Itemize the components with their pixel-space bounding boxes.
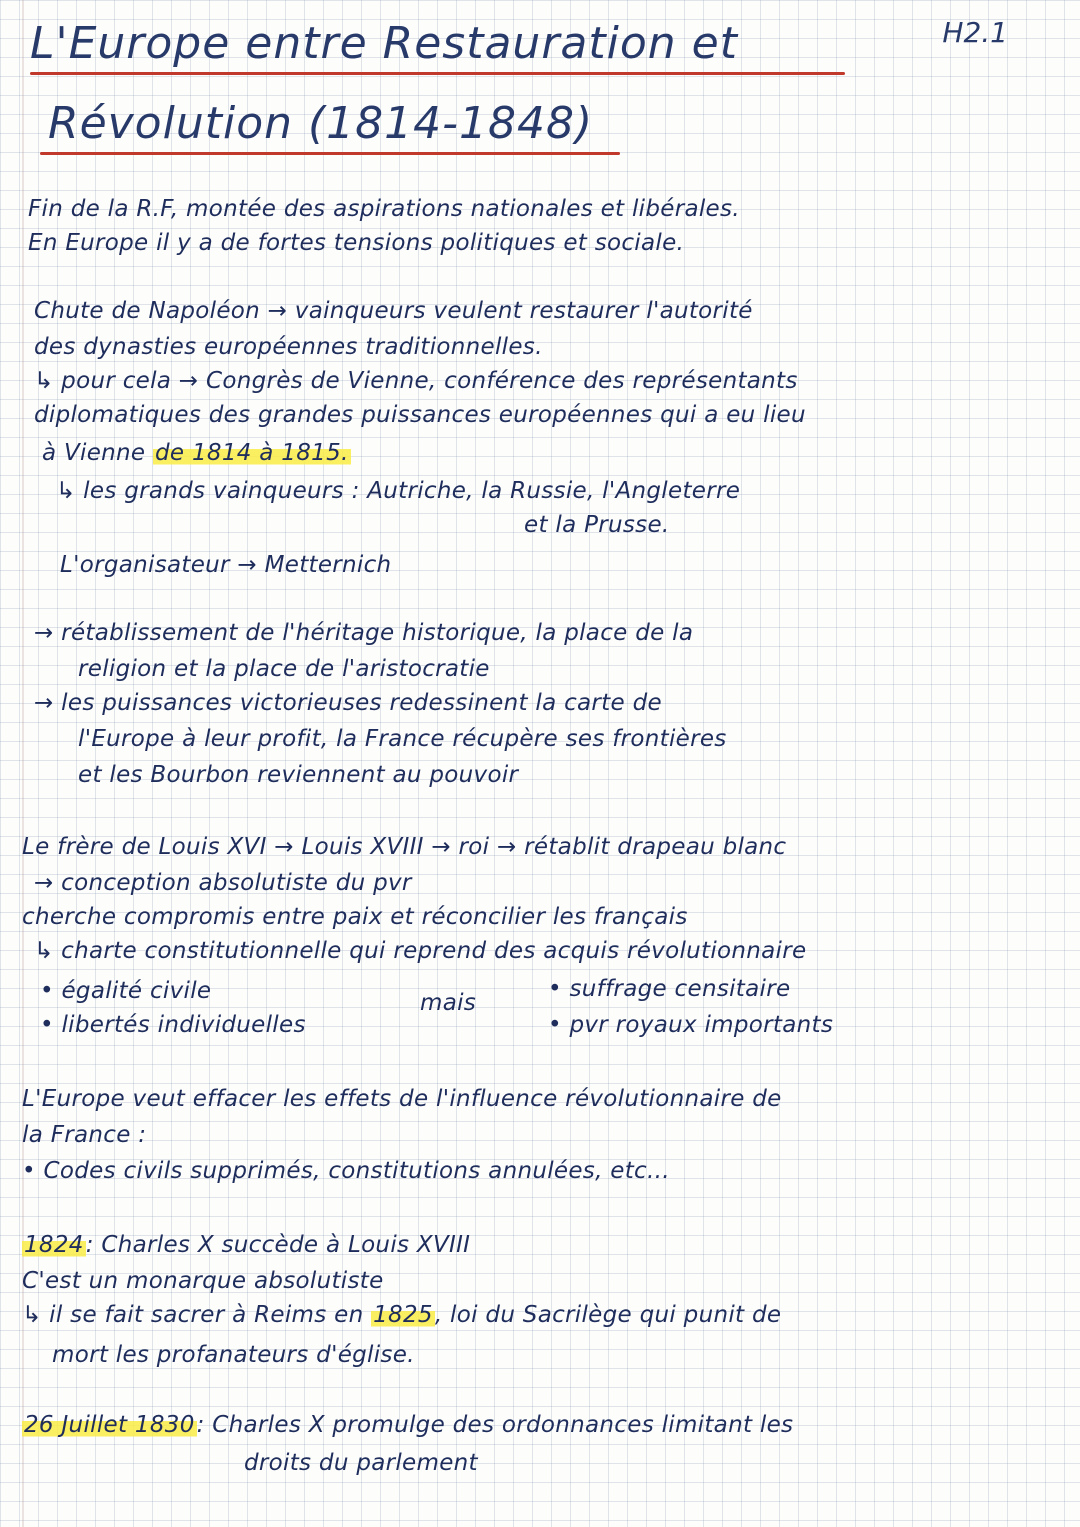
frere-line-7: • suffrage censitaire [548, 976, 791, 1002]
highlight-dates-congres: de 1814 à 1815. [155, 440, 349, 466]
chapter-code: H2.1 [942, 16, 1008, 49]
europe-line-3: • Codes civils supprimés, constitutions annulées, etc... [22, 1158, 670, 1184]
frere-line-1: Le frère de Louis XVI → Louis XVIII → roi → rétablit drapeau blanc [22, 834, 787, 860]
highlight-1824: 1824 [24, 1232, 84, 1258]
frere-line-6: • libertés individuelles [40, 1012, 306, 1038]
chute-line-2: des dynasties européennes traditionnelles. [34, 334, 543, 360]
juillet-line-1-text: : Charles X promulge des ordonnances limitant les [196, 1412, 794, 1438]
charles-line-1-text: : Charles X succède à Louis XVIII [85, 1232, 471, 1258]
reta-line-5: et les Bourbon reviennent au pouvoir [78, 762, 519, 788]
charles-line-2: C'est un monarque absolutiste [22, 1268, 384, 1294]
frere-line-4: ↳ charte constitutionnelle qui reprend des acquis révolutionnaire [34, 938, 807, 964]
page-title-line2: Révolution (1814-1848) [48, 98, 594, 149]
reta-line-4: l'Europe à leur profit, la France récupère ses frontières [78, 726, 727, 752]
highlight-1825: 1825 [373, 1302, 433, 1328]
juillet-line-1 [22, 1412, 793, 1438]
reta-line-3: → les puissances victorieuses redessinent la carte de [34, 690, 662, 716]
juillet-line-2: droits du parlement [244, 1450, 478, 1476]
highlight-26-juillet-1830: 26 Juillet 1830 [24, 1412, 195, 1438]
charles-line-3 [22, 1302, 781, 1328]
chute-line-5-text: à Vienne [42, 440, 153, 466]
chute-line-4: diplomatiques des grandes puissances européennes qui a eu lieu [34, 402, 806, 428]
frere-mais: mais [420, 990, 477, 1016]
chute-line-1: Chute de Napoléon → vainqueurs veulent restaurer l'autorité [34, 298, 753, 324]
chute-line-8: L'organisateur → Metternich [60, 552, 392, 578]
page-title-line1: L'Europe entre Restauration et [30, 18, 738, 69]
title-underline-1 [30, 72, 845, 75]
charles-line-4: mort les profanateurs d'église. [52, 1342, 415, 1368]
europe-line-2: la France : [22, 1122, 147, 1148]
charles-line-3-text-c: , loi du Sacrilège qui punit de [434, 1302, 782, 1328]
frere-line-5: • égalité civile [40, 978, 212, 1004]
chute-line-6: ↳ les grands vainqueurs : Autriche, la Russie, l'Angleterre [56, 478, 741, 504]
charles-line-3-text-a: ↳ il se fait sacrer à Reims en [22, 1302, 372, 1328]
frere-line-8: • pvr royaux importants [548, 1012, 834, 1038]
intro-line-2: En Europe il y a de fortes tensions politiques et sociale. [28, 230, 685, 256]
charles-line-1 [22, 1232, 470, 1258]
reta-line-2: religion et la place de l'aristocratie [78, 656, 490, 682]
frere-line-2: → conception absolutiste du pvr [34, 870, 412, 896]
chute-line-5 [42, 440, 351, 466]
intro-line-1: Fin de la R.F, montée des aspirations nationales et libérales. [28, 196, 740, 222]
reta-line-1: → rétablissement de l'héritage historique, la place de la [34, 620, 694, 646]
title-underline-2 [40, 152, 620, 155]
frere-line-3: cherche compromis entre paix et réconcilier les français [22, 904, 688, 930]
europe-line-1: L'Europe veut effacer les effets de l'influence révolutionnaire de [22, 1086, 782, 1112]
chute-line-3: ↳ pour cela → Congrès de Vienne, conférence des représentants [34, 368, 798, 394]
chute-line-7: et la Prusse. [524, 512, 670, 538]
margin-line [22, 0, 24, 1527]
